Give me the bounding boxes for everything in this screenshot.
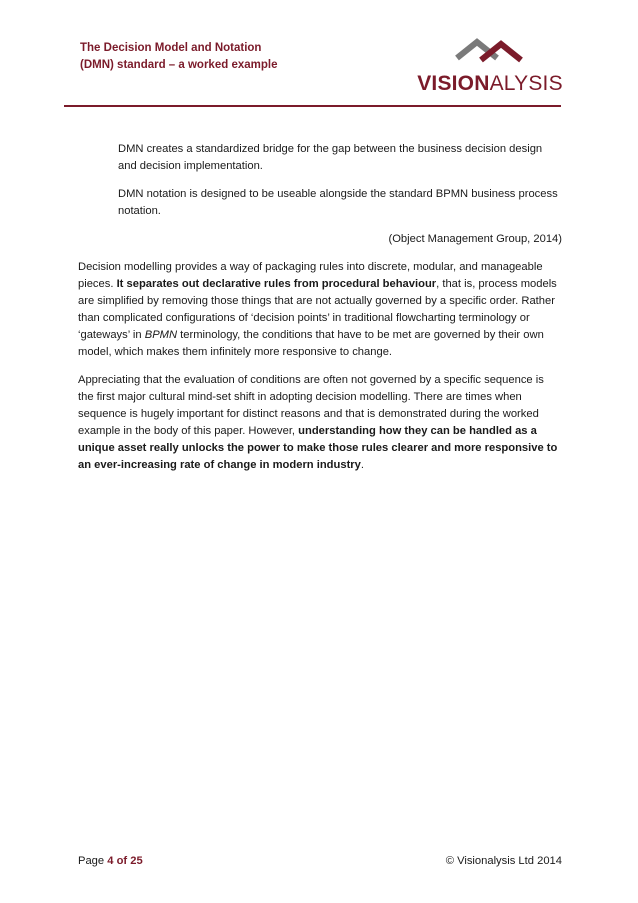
page-prefix: Page xyxy=(78,855,108,867)
body-p2-text-a: Appreciating that the evaluation of conditions are often not governed by a specific sequence is the first major cultural mind-set shift in adopting decision modelling. There are times when sequence is hugely important for distinct reasons and that is demonstrated during the worked example in the body of this paper. However, xyxy=(78,374,544,437)
document-title-line-1: The Decision Model and Notation xyxy=(80,42,262,54)
body-p1-text-c: terminology, the conditions that have to be met are governed by their own model, which makes them infinitely more responsive to change. xyxy=(78,329,544,358)
page-total: 25 xyxy=(130,855,143,867)
logo-wordmark xyxy=(415,72,565,96)
page-number xyxy=(78,855,143,867)
quote-paragraph-1: DMN creates a standardized bridge for the gap between the business decision design and decision implementation. xyxy=(118,143,543,172)
body-p2-text-b: . xyxy=(360,459,364,471)
body-p1-bold: It separates out declarative rules from procedural behaviour xyxy=(116,278,437,290)
body-p1-text-a: Decision modelling provides a way of packaging rules into discrete, modular, and manageable pieces. xyxy=(78,261,543,290)
body-p1-italic: BPMN xyxy=(144,329,178,341)
visionalysis-chevron-logo-icon xyxy=(453,36,531,70)
page-content xyxy=(78,141,562,485)
logo-wordmark-bold: VISION xyxy=(417,72,490,95)
document-title-line-2: (DMN) standard – a worked example xyxy=(80,59,278,71)
document-title xyxy=(80,40,277,74)
logo-wordmark-light: ALYSIS xyxy=(489,72,563,95)
page-current: 4 xyxy=(107,855,114,867)
body-p2-bold: understanding how they can be handled as a unique asset really unlocks the power to make those rules clearer and more responsive to an ever-increasing rate of change in modern industry xyxy=(78,425,558,471)
body-paragraph-2 xyxy=(78,372,562,474)
body-paragraph-1 xyxy=(78,259,562,361)
body-p1-text-b: , that is, process models are simplified by removing those things that are not actually governed by a specific order. Rather than complicated configurations of ‘decision points’ in traditional flowcharting terminology or ‘gateways’ in xyxy=(78,278,557,341)
quote-paragraph-2: DMN notation is designed to be useable alongside the standard BPMN business process notation. xyxy=(118,188,558,217)
page-of: of xyxy=(113,855,131,867)
visionalysis-logo xyxy=(415,36,565,98)
quote-citation: (Object Management Group, 2014) xyxy=(388,233,562,245)
copyright-notice: © Visionalysis Ltd 2014 xyxy=(445,855,562,867)
header-divider xyxy=(64,105,561,107)
